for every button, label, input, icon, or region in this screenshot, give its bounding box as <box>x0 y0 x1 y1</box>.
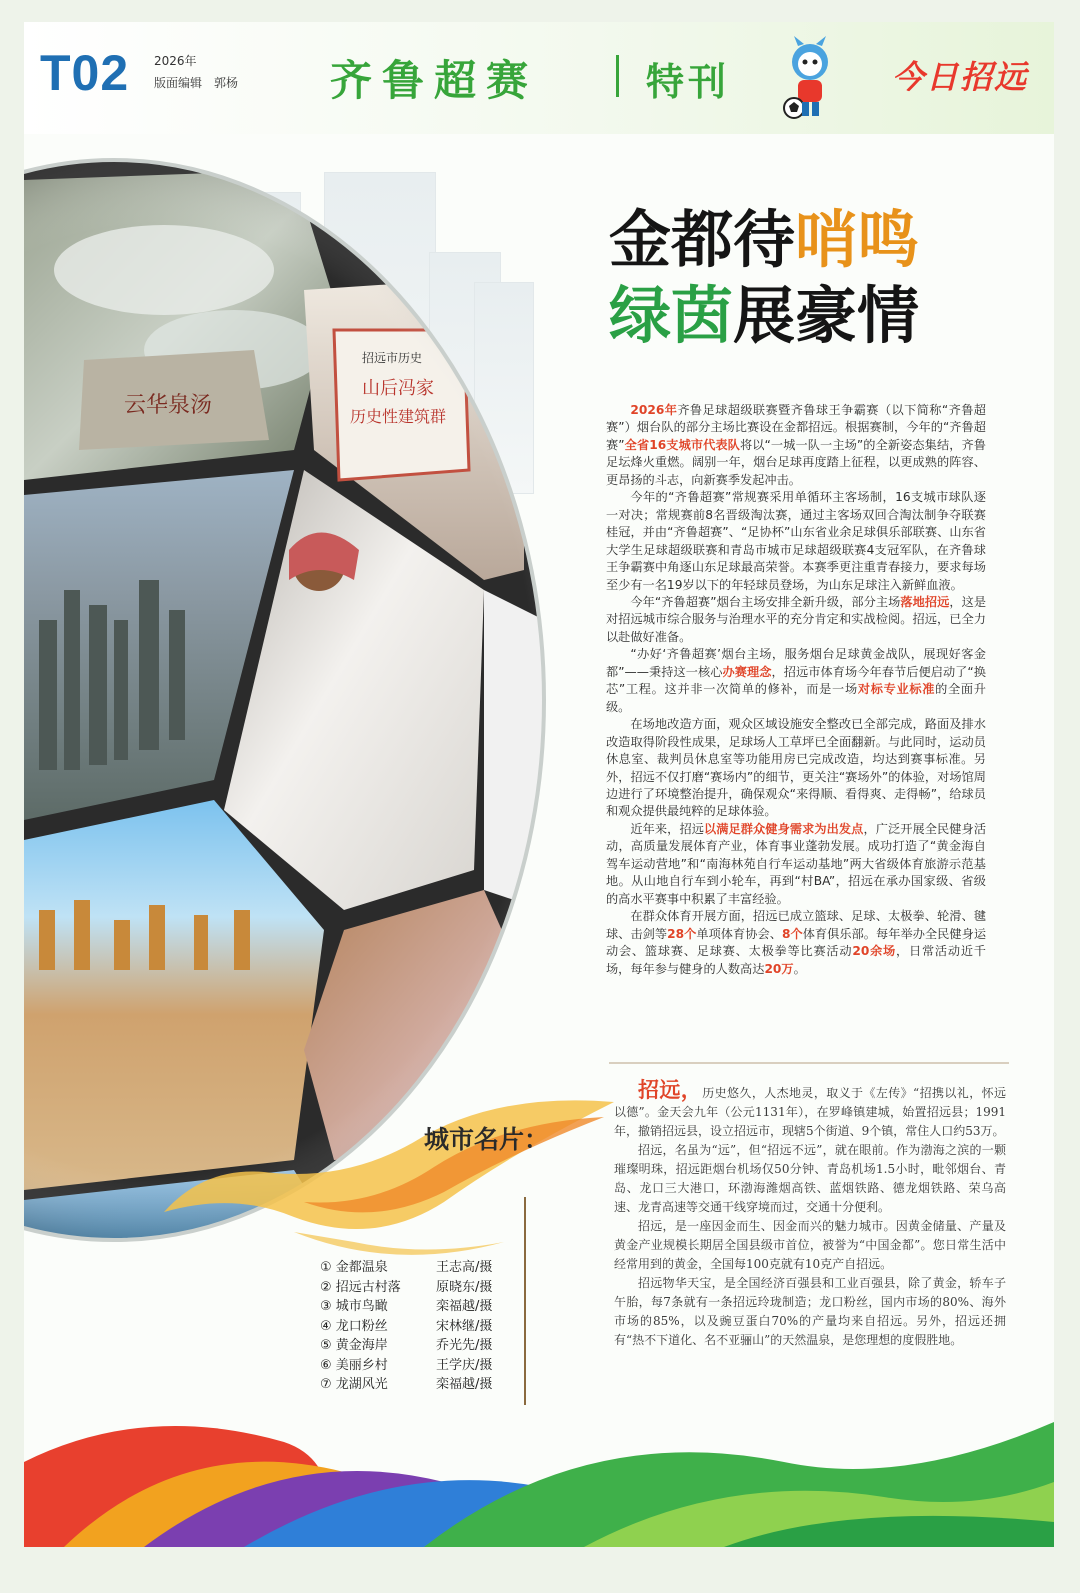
text: ，广泛开展全民健身活动，高质量发展体育产业，体育事业蓬勃发展。成功打造了“黄金海自驾车运动营地”和“南海林苑自行车运动基地”两大省级体育旅游示范基地。从山地自行车到小轮车，再到“村BA”，招远在承办国家级、省级的高水平赛事中积累了丰富经验。 <box>606 821 987 906</box>
credit-row <box>320 1356 530 1376</box>
page-editor: 版面编辑 郭杨 <box>154 76 239 90</box>
credit-title: 城市鸟瞰 <box>335 1299 388 1314</box>
newspaper-logo: 今日招远 <box>892 58 1029 96</box>
text: 单项体育协会、 <box>696 926 782 941</box>
page-header <box>24 22 1054 134</box>
highlight: 落地招远 <box>900 594 950 609</box>
credit-photographer: 宋林继/摄 <box>436 1318 493 1334</box>
city-paragraph: 招远，是一座因金而生、因金而兴的魅力城市。因黄金储量、产量及黄金产业规模长期居全国县级市首位，被誉为“中国金都”。您日常生活中经常用到的黄金，全国每100克就有10克产自招远。 <box>614 1219 1006 1271</box>
highlight: 28个 <box>667 926 697 941</box>
highlight: 全省16支城市代表队 <box>624 437 740 452</box>
city-paragraph: 招远，名虽为“远”，但“招远不远”，就在眼前。作为渤海之滨的一颗璀璨明珠，招远距烟台机场仅50分钟、青岛机场1.5小时，毗邻烟台、青岛、龙口三大港口，环渤海潍烟高铁、蓝烟铁路、德龙烟铁路、荣乌高速、龙青高速等交通干线穿境而过，交通十分便利。 <box>614 1143 1006 1214</box>
section-divider <box>609 1062 1009 1064</box>
city-profile <box>614 1077 1007 1350</box>
article-paragraph <box>606 594 986 646</box>
article-paragraph <box>606 821 986 908</box>
credit-title: 招远古村落 <box>335 1279 401 1295</box>
credit-photographer: 栾福越/摄 <box>436 1377 493 1392</box>
article-paragraph <box>606 646 986 716</box>
credit-item <box>320 1356 436 1376</box>
credit-number: ⑥ <box>320 1357 332 1373</box>
rainbow-ribbon-decoration <box>24 1402 1054 1547</box>
credit-row <box>320 1375 530 1395</box>
text: ，招远市体育场今年春节后便启动了“换芯”工程。这并非一次简单的修补，而是一场 <box>606 664 986 697</box>
city-paragraph <box>614 1077 1007 1141</box>
credit-number: ④ <box>320 1318 332 1334</box>
text: 今年“齐鲁超赛”烟台主场安排全新升级，部分主场 <box>630 594 901 609</box>
text: 近年来，招远 <box>630 821 704 836</box>
credit-row <box>320 1278 530 1298</box>
highlight: 以满足群众健身需求为出发点 <box>703 821 864 836</box>
torch-flame-decoration <box>144 1082 624 1282</box>
credit-photographer: 乔光先/摄 <box>436 1338 493 1353</box>
credit-row <box>320 1297 530 1317</box>
credit-title: 金都温泉 <box>335 1260 388 1275</box>
credit-number: ⑤ <box>320 1338 332 1353</box>
text: 将以“一城一队一主场”的全新姿态集结，齐鲁足坛烽火重燃。阔别一年，烟台足球再度踏上征程，以更成熟的阵容、更昂扬的斗志，向新赛季发起冲击。 <box>606 437 986 487</box>
headline-part: 金都待 <box>609 203 796 276</box>
mascot-icon <box>778 36 842 122</box>
photo-credits <box>320 1258 530 1395</box>
newspaper-page <box>24 22 1054 1547</box>
credit-number: ① <box>320 1260 332 1275</box>
text: 在群众体育开展方面，招远已成立篮球、足球、太极拳、轮滑、毽球、击剑等 <box>606 909 986 941</box>
credit-item <box>320 1317 436 1337</box>
credit-item <box>320 1278 436 1298</box>
credit-row <box>320 1258 530 1278</box>
text: 的全面升级。 <box>606 682 986 714</box>
credit-photographer: 王志高/摄 <box>436 1260 493 1275</box>
credit-row <box>320 1317 530 1337</box>
article-paragraph: 今年的“齐鲁超赛”常规赛采用单循环主客场制，16支城市球队逐一对决；常规赛前8名晋级淘汰赛，通过主客场双回合淘汰制争夺联赛桂冠，并由“齐鲁超赛”、“足协杯”山东省业余足球俱乐部联赛、山东省大学生足球超级联赛和青岛市城市足球超级联赛4支冠军队，在齐鲁球王争霸赛中角逐山东足球最高荣誉。本赛季更注重青春接力，要求每场至少有一名19岁以下的年轻球员登场，为山东足球注入新鲜血液。 <box>606 490 986 592</box>
title-divider <box>616 55 619 97</box>
text: 历史悠久，人杰地灵，取义于《左传》“招携以礼，怀远以德”。金天会九年（公元1131年），在罗峰镇建城，始置招远县；1991年，撤销招远县，设立招远市，现辖5个街道、9个镇，常住人口约53万。 <box>614 1086 1007 1138</box>
highlight: 对标专业标准 <box>857 682 936 697</box>
main-headline <box>609 202 919 354</box>
article-body <box>606 402 986 978</box>
headline-part: 绿茵 <box>609 279 734 352</box>
city-name-heading: 招远， <box>638 1077 703 1102</box>
highlight: 20万 <box>764 961 794 976</box>
credit-title: 黄金海岸 <box>335 1338 388 1353</box>
credit-title: 龙湖风光 <box>335 1377 388 1392</box>
credit-item <box>320 1375 436 1395</box>
city-card-label: 城市名片： <box>424 1125 550 1154</box>
text: 齐鲁足球超级联赛暨齐鲁球王争霸赛（以下简称“齐鲁超赛”）烟台队的部分主场比赛设在金都招远。根据赛制，今年的“齐鲁超赛” <box>606 403 986 452</box>
text: 体育俱乐部。每年举办全民健身运动会、篮球赛、足球赛、太极拳等比赛活动 <box>606 926 987 959</box>
text: ，日常活动近千场，每年参与健身的人数高达 <box>606 944 986 976</box>
text: 。 <box>793 961 806 976</box>
text: ，这是对招远城市综合服务与治理水平的充分肯定和实战检阅。招远，已全力以赴做好准备。 <box>606 594 987 644</box>
article-paragraph: 在场地改造方面，观众区域设施安全整改已全部完成，路面及排水改造取得阶段性成果，足球场人工草坪已全面翻新。与此同时，运动员休息室、裁判员休息室等功能用房已完成改造，均达到赛事标准。另外，招远不仅打磨“赛场内”的细节，更关注“赛场外”的体验，对场馆周边进行了环境整治提升，确保观众“来得顺、看得爽、走得畅”，给球员和观众提供最纯粹的足球体验。 <box>606 717 986 819</box>
credit-row <box>320 1336 530 1356</box>
credit-photographer: 王学庆/摄 <box>436 1357 493 1373</box>
credit-number: ③ <box>320 1299 332 1314</box>
highlight: 2026年 <box>630 403 678 417</box>
credit-photographer: 原晓东/摄 <box>436 1279 493 1295</box>
credit-item <box>320 1297 436 1317</box>
text: “办好‘齐鲁超赛’烟台主场，服务烟台足球黄金战队，展现好客金都”——秉持这一核心 <box>606 647 986 679</box>
highlight: 办赛理念 <box>722 664 772 679</box>
headline-part: 哨鸣 <box>795 203 920 276</box>
credit-photographer: 栾福越/摄 <box>436 1299 493 1314</box>
credit-title: 龙口粉丝 <box>335 1318 388 1334</box>
section-title: 齐鲁超赛 <box>330 56 539 105</box>
credit-number: ⑦ <box>320 1377 332 1392</box>
headline-part: 展豪情 <box>733 279 920 352</box>
highlight: 20余场 <box>852 944 897 959</box>
article-paragraph <box>606 402 986 489</box>
credit-number: ② <box>320 1279 332 1295</box>
page-number: T02 <box>40 45 130 101</box>
issue-year: 2026年 <box>154 54 197 68</box>
credit-item <box>320 1336 436 1356</box>
special-edition-label: 特刊 <box>646 59 731 104</box>
credit-title: 美丽乡村 <box>335 1357 388 1373</box>
highlight: 8个 <box>781 926 803 941</box>
city-paragraph: 招远物华天宝，是全国经济百强县和工业百强县，除了黄金，轿车子午胎，每7条就有一条招远玲珑制造；龙口粉丝，国内市场的80%、海外市场的85%，以及豌豆蛋白70%的产量均来自招远。另外，招远还拥有“热不下道化、名不亚骊山”的天然温泉，是您理想的度假胜地。 <box>614 1276 1006 1347</box>
credit-item <box>320 1258 436 1278</box>
article-paragraph <box>606 908 986 978</box>
